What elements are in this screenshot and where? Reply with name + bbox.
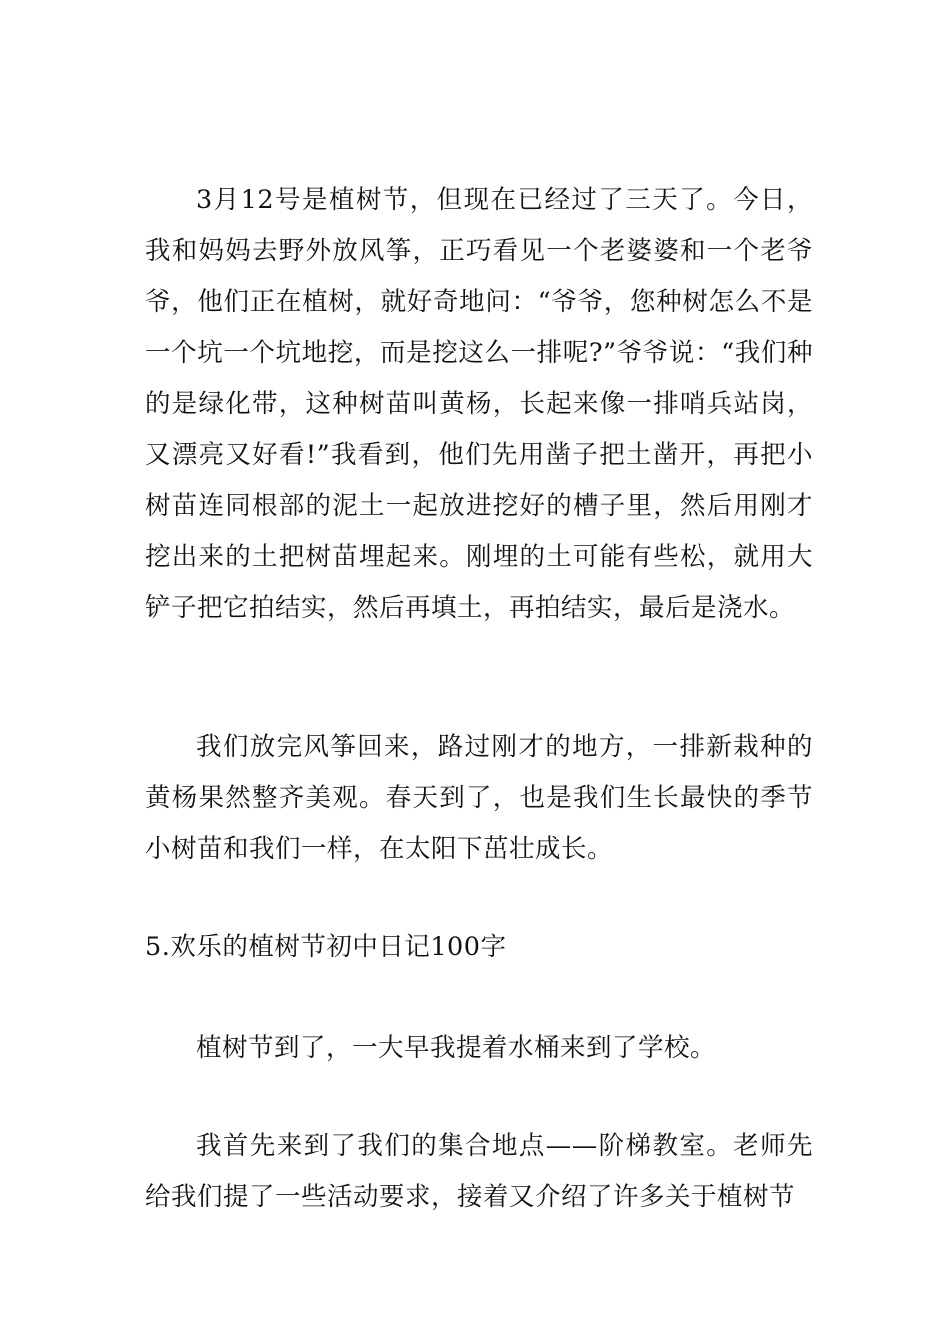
body-paragraph: 3月12号是植树节，但现在已经过了三天了。今日，我和妈妈去野外放风筝，正巧看见一个老婆婆和一个老爷爷，他们正在植树，就好奇地问：“爷爷，您种树怎么不是一个坑一个坑地挖，而是挖这么一排呢?”爷爷说：“我们种的是绿化带，这种树苗叫黄杨，长起来像一排哨兵站岗，又漂亮又好看!”我看到，他们先用凿子把土凿开，再把小树苗连同根部的泥土一起放进挖好的槽子里，然后用刚才挖出来的土把树苗埋起来。刚埋的土可能有些松，就用大铲子把它拍结实，然后再填土，再拍结实，最后是浇水。 — [145, 185, 813, 623]
section-heading: 5.欢乐的植树节初中日记100字 — [145, 932, 507, 962]
body-paragraph: 我首先来到了我们的集合地点——阶梯教室。老师先给我们提了一些活动要求，接着又介绍了许多关于植树节 — [145, 1131, 813, 1212]
body-paragraph: 我们放完风筝回来，路过刚才的地方，一排新栽种的黄杨果然整齐美观。春天到了，也是我们生长最快的季节小树苗和我们一样，在太阳下茁壮成长。 — [145, 732, 813, 864]
body-paragraph: 植树节到了，一大早我提着水桶来到了学校。 — [196, 1033, 717, 1063]
